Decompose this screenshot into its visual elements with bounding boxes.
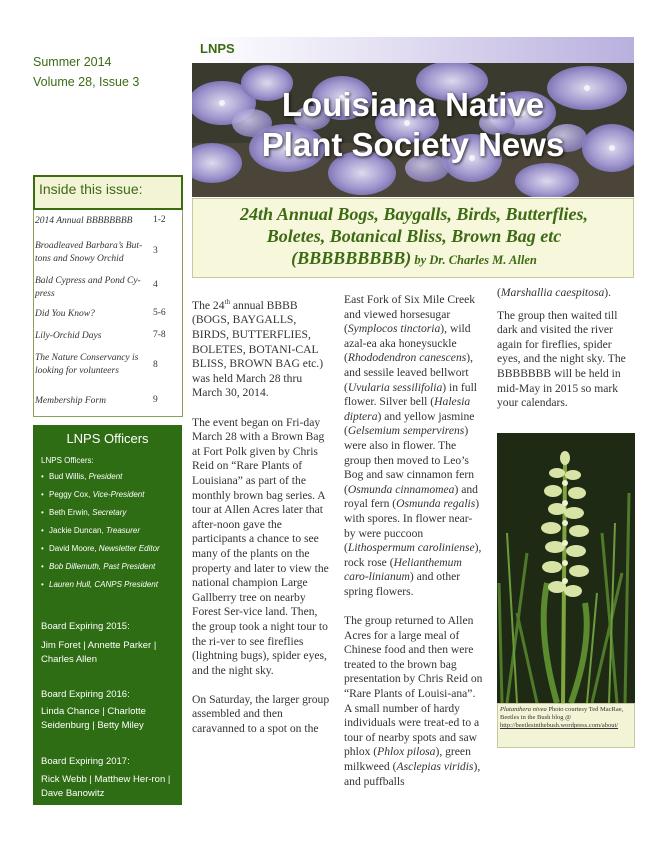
photo-caption — [500, 706, 632, 730]
toc-item-page: 8 — [153, 360, 158, 370]
orchid-image — [497, 433, 635, 703]
officer-name: Peggy Cox, — [49, 490, 93, 499]
officer-role: Treasurer — [105, 526, 141, 535]
species-name: Asclepias viridis — [396, 760, 474, 773]
toc-item-page: 7-8 — [153, 330, 166, 340]
article-paragraph — [497, 286, 635, 301]
newsletter-title — [192, 85, 634, 165]
text-run: ) in full flower. Silver bell ( — [344, 380, 478, 409]
text-run: ), wild azal-ea aka honeysuckle ( — [344, 322, 471, 365]
officer-role: Lauren Hull, CANPS President — [49, 580, 158, 589]
bullet-icon: • — [41, 490, 44, 499]
issue-volume: Volume 28, Issue 3 — [33, 75, 140, 89]
headline-line-3 — [196, 247, 632, 271]
species-name: Phlox pilosa — [377, 745, 436, 759]
bullet-icon: • — [41, 580, 44, 589]
article-paragraph: The group then waited till dark and visited the river again for fireflies, spider eyes, and the night sky. The BBBBBBB will be held in mid-May in 2015 so mark your calendars. — [497, 308, 626, 410]
toc-item-title[interactable]: The Nature Conservancy is looking for volunteers — [35, 353, 139, 376]
officer-name: Jackie Duncan, — [49, 526, 106, 535]
bullet-icon: • — [41, 508, 44, 517]
officer-item — [41, 558, 169, 576]
board-2016-members: Linda Chance | Charlotte Seidenburg | Betty Miley — [41, 706, 146, 731]
officer-item — [41, 576, 169, 594]
board-2017-heading: Board Expiring 2017: — [41, 756, 130, 767]
officers-title: LNPS Officers — [66, 431, 149, 446]
article-paragraph: On Saturday, the larger group assembled and then caravanned to a spot on the — [192, 692, 330, 736]
title-line-1: Louisiana Native — [281, 86, 545, 123]
species-name: Marshallia caespitosa — [500, 286, 605, 299]
text-run: ) with spores. In flower near-by were puccoon ( — [344, 497, 480, 555]
article-column-1 — [192, 295, 332, 751]
text-run: annual BBBB (BOGS, BAYGALLS, BIRDS, BUTTERFLIES, BOLETES, BOTANI-CAL BLISS, BROWN BAG etc.) was held March 28 thru March 30, 2014. — [192, 298, 324, 400]
text-run: ( — [497, 286, 501, 299]
text-run: ) and yellow jasmine ( — [344, 409, 475, 438]
article-paragraph — [344, 293, 483, 599]
officer-item — [41, 504, 169, 522]
board-2017-members: Rick Webb | Matthew Her-ron | Dave Banowitz — [41, 774, 171, 799]
toc-item-page: 5-6 — [153, 308, 166, 318]
species-name: Uvularia sessilifolia — [347, 380, 443, 394]
toc-title: Inside this issue: — [33, 175, 183, 210]
masthead-banner — [192, 63, 634, 197]
text-run: ). — [604, 286, 612, 299]
issue-info — [33, 52, 139, 92]
toc-item-page: 1-2 — [153, 215, 166, 225]
headline-line-2: Boletes, Botanical Bliss, Brown Bag etc — [266, 226, 562, 246]
article-headline — [196, 203, 632, 271]
species-name: Rhododendron canescens — [347, 351, 467, 365]
orchid-photo — [497, 433, 635, 703]
species-name: Symplocos tinctoria — [347, 322, 441, 336]
officer-role: Secretary — [92, 508, 127, 517]
bullet-icon: • — [41, 526, 44, 535]
officer-item — [41, 486, 169, 504]
text-run: The group returned to Allen Acres for a large meal of Chinese food and then were treated to the brown bag presentation by Chris Reid on “Rare Plants of Louisi-ana”. A small number of hardy individuals were treat-ed to a tour of nearby spots and saw phlox ( — [344, 614, 483, 759]
text-run: East Fork of Six Mile Creek and viewed horsesugar ( — [344, 293, 476, 336]
text-run: ), and puffballs — [344, 760, 481, 788]
officer-role: Bob Dillemuth, Past President — [49, 562, 156, 571]
text-run: The 24 — [192, 298, 225, 312]
officer-role: Newsletter Editor — [98, 544, 160, 553]
title-line-2: Plant Society News — [261, 126, 565, 163]
species-name: Helianthemum caro-linianum — [344, 555, 462, 584]
text-run: ) and other spring flowers. — [344, 570, 461, 598]
species-name: Halesia diptera — [344, 395, 471, 423]
toc-item-title[interactable]: Lily-Orchid Days — [35, 331, 102, 341]
board-2015-members: Jim Foret | Annette Parker | Charles Allen — [41, 640, 157, 665]
article-paragraph — [344, 614, 483, 789]
caption-credit: Photo courtesy Ted MacRae, Beetles in the Bush blog @ — [500, 706, 624, 721]
officers-subtitle: LNPS Officers: — [41, 456, 94, 465]
text-run: ) and royal fern ( — [344, 482, 478, 511]
masthead-tag: LNPS — [200, 41, 235, 56]
officer-role: President — [88, 472, 123, 481]
text-run: ) were also in flower. The group then moved to Leo’s Bog and saw cinnamon fern ( — [344, 424, 475, 496]
toc-item-title[interactable]: Broadleaved Barbara’s But-tons and Snowy Orchid — [35, 241, 143, 264]
masthead-bar — [192, 37, 634, 63]
species-name: Lithospermum caroliniense — [347, 541, 475, 555]
bullet-icon: • — [41, 472, 44, 481]
board-2015-heading: Board Expiring 2015: — [41, 621, 130, 632]
toc-item-title[interactable]: Did You Know? — [35, 309, 95, 319]
officer-item — [41, 468, 169, 486]
officer-item — [41, 522, 169, 540]
toc-item-page: 9 — [153, 395, 158, 405]
text-run: th — [224, 298, 230, 306]
officer-item — [41, 540, 169, 558]
officer-role: Vice-President — [92, 490, 145, 499]
officer-name: David Moore, — [49, 544, 99, 553]
species-name: Osmunda cinnamomea — [347, 482, 455, 496]
officers-sidebar — [33, 425, 182, 805]
caption-link[interactable]: http://beetlesinthebush.wordpress.com/about/ — [500, 722, 619, 729]
bullet-icon: • — [41, 562, 44, 571]
article-column-2 — [344, 293, 483, 804]
toc-item-title[interactable]: Bald Cypress and Pond Cy-press — [35, 276, 141, 299]
text-run: ), rock rose ( — [344, 541, 482, 569]
board-2016-heading: Board Expiring 2016: — [41, 689, 130, 700]
text-run: ), green milkweed ( — [344, 745, 471, 773]
issue-season: Summer 2014 — [33, 55, 112, 69]
toc-item-title[interactable]: Membership Form — [35, 396, 106, 406]
headline-line-1: 24th Annual Bogs, Baygalls, Birds, Butterflies, — [240, 204, 588, 224]
headline-byline: by Dr. Charles M. Allen — [411, 253, 537, 267]
text-run: ), and sessile leaved bellwort ( — [344, 351, 474, 394]
caption-species: Platanthera nivea — [500, 706, 547, 713]
species-name: Gelsemium sempervirens — [347, 424, 465, 438]
officers-list — [41, 468, 169, 594]
headline-acronym: (BBBBBBBBB) — [291, 248, 412, 268]
toc-item-title[interactable]: 2014 Annual BBBBBBBB — [35, 216, 133, 226]
toc-item-page: 3 — [153, 246, 158, 256]
officer-name: Beth Erwin, — [49, 508, 93, 517]
article-column-3 — [497, 286, 635, 425]
article-paragraph: The event began on Fri-day March 28 with a Brown Bag at Fort Polk given by Chris Reid on “Rare Plants of Louisiana” as part of the monthly brown bag series. A tour at Allen Acres later that after-noon gave the participants a chance to see many of the plants on the property and later to view the national champion Large Gallberry tree on nearby Forest Ser-vice land. Then, the group took a night tour to the ri-ver to see fireflies (lightning bugs), spider eyes, and the night sky. — [192, 415, 329, 677]
toc-item-page: 4 — [153, 280, 158, 290]
article-paragraph — [192, 295, 332, 401]
bullet-icon: • — [41, 544, 44, 553]
officer-name: Bud Willis, — [49, 472, 89, 481]
species-name: Osmunda regalis — [396, 497, 476, 511]
